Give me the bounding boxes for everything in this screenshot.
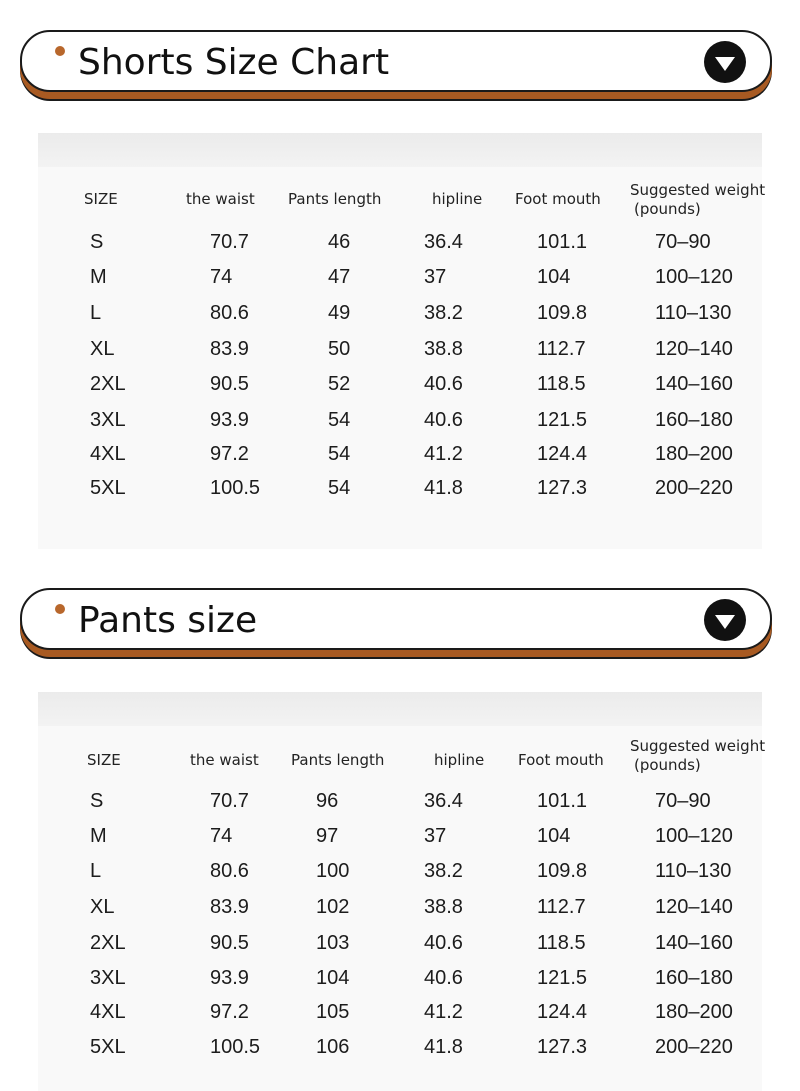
table-cell-hipline: 40.6 [424,409,463,431]
table-cell-foot-mouth: 109.8 [537,860,588,882]
table-cell-hipline: 40.6 [424,932,463,954]
table-cell-pants-length: 104 [316,967,350,989]
table-cell-foot-mouth: 124.4 [537,1001,588,1023]
table-cell-waist: 97.2 [210,1001,249,1023]
table-cell-pants-length: 49 [328,302,351,324]
table-cell-waist: 83.9 [210,338,249,360]
table-cell-suggested-weight: 200–220 [655,477,733,499]
table-cell-size: S [90,231,104,253]
table-cell-size: 5XL [90,477,126,499]
column-header-hipline: hipline [434,751,485,769]
table-cell-size: XL [90,338,115,360]
table-cell-suggested-weight: 180–200 [655,443,733,465]
column-header-suggested-weight: Suggested weight [630,181,766,199]
table-cell-hipline: 36.4 [424,790,463,812]
table-cell-foot-mouth: 101.1 [537,790,588,812]
table-cell-suggested-weight: 110–130 [655,302,732,324]
table-cell-size: 2XL [90,932,126,954]
table-cell-waist: 90.5 [210,373,249,395]
table-cell-size: 5XL [90,1036,126,1058]
table-cell-pants-length: 52 [328,373,351,395]
column-header-size: SIZE [84,190,118,208]
table-cell-suggested-weight: 140–160 [655,373,733,395]
column-header-pants-length: Pants length [291,751,385,769]
table-cell-foot-mouth: 118.5 [537,932,586,954]
table-cell-foot-mouth: 104 [537,825,571,847]
table-cell-pants-length: 54 [328,477,351,499]
table-cell-foot-mouth: 112.7 [537,338,586,360]
table-cell-hipline: 38.2 [424,302,463,324]
table-cell-hipline: 38.8 [424,896,463,918]
table-cell-hipline: 40.6 [424,373,463,395]
table-cell-size: 4XL [90,1001,126,1023]
column-header-hipline: hipline [432,190,483,208]
table-cell-waist: 90.5 [210,932,249,954]
table-cell-pants-length: 46 [328,231,351,253]
table-cell-foot-mouth: 112.7 [537,896,586,918]
table-cell-size: 3XL [90,967,126,989]
table-cell-pants-length: 106 [316,1036,350,1058]
table-cell-foot-mouth: 121.5 [537,967,588,989]
table-cell-size: 4XL [90,443,126,465]
column-header-weight-unit: (pounds) [634,756,701,774]
column-header-pants-length: Pants length [288,190,382,208]
table-cell-hipline: 41.2 [424,443,463,465]
column-header-size: SIZE [87,751,121,769]
table-cell-foot-mouth: 127.3 [537,477,588,499]
table-cell-waist: 74 [210,266,233,288]
table-cell-pants-length: 54 [328,409,351,431]
table-cell-hipline: 38.8 [424,338,463,360]
column-header-suggested-weight: Suggested weight [630,737,766,755]
table-cell-suggested-weight: 120–140 [655,338,733,360]
column-header-waist: the waist [190,751,259,769]
column-header-weight-unit: (pounds) [634,200,701,218]
table-cell-suggested-weight: 70–90 [655,790,711,812]
table-cell-foot-mouth: 127.3 [537,1036,588,1058]
table-cell-pants-length: 103 [316,932,350,954]
table-cell-waist: 83.9 [210,896,249,918]
table-cell-waist: 93.9 [210,967,249,989]
column-header-waist: the waist [186,190,255,208]
table-cell-suggested-weight: 100–120 [655,266,733,288]
table-cell-pants-length: 47 [328,266,351,288]
table-cell-foot-mouth: 121.5 [537,409,588,431]
table-cell-pants-length: 105 [316,1001,350,1023]
table-cell-pants-length: 97 [316,825,339,847]
column-header-foot-mouth: Foot mouth [515,190,601,208]
table-cell-waist: 74 [210,825,233,847]
table-cell-hipline: 41.8 [424,1036,463,1058]
table-cell-foot-mouth: 118.5 [537,373,586,395]
table-cell-size: 2XL [90,373,126,395]
table-cell-hipline: 40.6 [424,967,463,989]
table-cell-suggested-weight: 70–90 [655,231,711,253]
table-cell-pants-length: 100 [316,860,350,882]
table-cell-size: S [90,790,104,812]
table-cell-waist: 80.6 [210,302,249,324]
table-cell-waist: 100.5 [210,1036,261,1058]
table-cell-pants-length: 50 [328,338,351,360]
table-cell-size: M [90,825,107,847]
table-cell-waist: 97.2 [210,443,249,465]
table-cell-suggested-weight: 180–200 [655,1001,733,1023]
table-cell-hipline: 41.8 [424,477,463,499]
table-cell-size: M [90,266,107,288]
table-cell-suggested-weight: 160–180 [655,967,733,989]
column-header-foot-mouth: Foot mouth [518,751,604,769]
table-cell-foot-mouth: 104 [537,266,571,288]
table-cell-waist: 70.7 [210,790,249,812]
table-cell-suggested-weight: 100–120 [655,825,733,847]
table-cell-size: L [90,302,102,324]
table-cell-hipline: 36.4 [424,231,463,253]
table-cell-hipline: 41.2 [424,1001,463,1023]
section-title: Shorts Size Chart [78,42,390,83]
table-cell-pants-length: 102 [316,896,350,918]
table-cell-hipline: 38.2 [424,860,463,882]
section-title: Pants size [78,600,258,641]
table-cell-hipline: 37 [424,825,447,847]
table-cell-suggested-weight: 160–180 [655,409,733,431]
table-cell-size: L [90,860,102,882]
table-cell-suggested-weight: 200–220 [655,1036,733,1058]
table-cell-size: 3XL [90,409,126,431]
table-cell-suggested-weight: 140–160 [655,932,733,954]
table-cell-size: XL [90,896,115,918]
table-cell-waist: 70.7 [210,231,249,253]
table-cell-foot-mouth: 109.8 [537,302,588,324]
table-cell-suggested-weight: 110–130 [655,860,732,882]
table-cell-foot-mouth: 124.4 [537,443,588,465]
table-cell-hipline: 37 [424,266,447,288]
table-cell-waist: 100.5 [210,477,261,499]
table-cell-suggested-weight: 120–140 [655,896,733,918]
table-cell-waist: 80.6 [210,860,249,882]
table-cell-pants-length: 54 [328,443,351,465]
table-cell-waist: 93.9 [210,409,249,431]
table-cell-foot-mouth: 101.1 [537,231,588,253]
table-cell-pants-length: 96 [316,790,339,812]
